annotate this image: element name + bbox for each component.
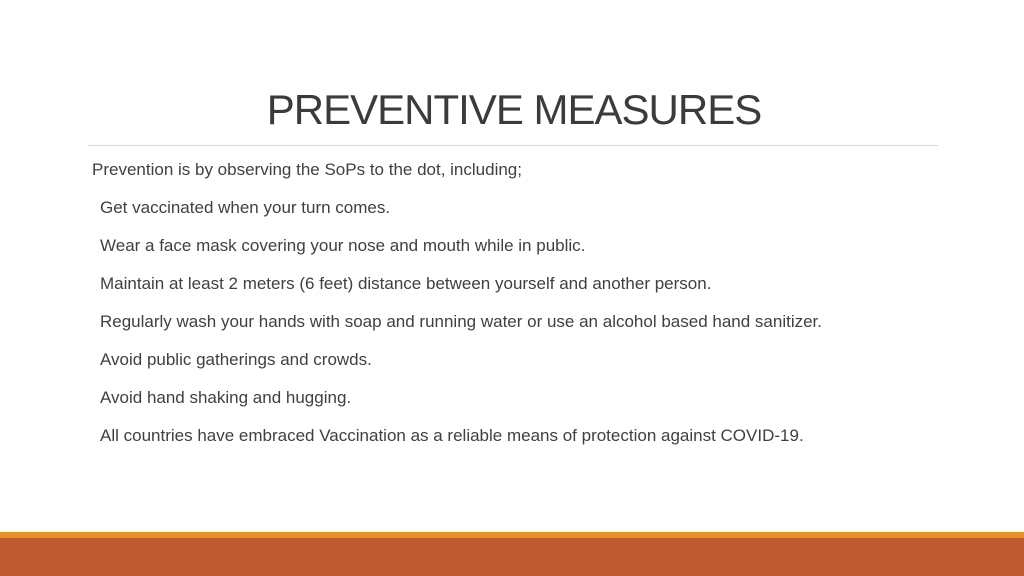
list-item: Maintain at least 2 meters (6 feet) distance between yourself and another person. — [100, 274, 712, 293]
list-item: Get vaccinated when your turn comes. — [100, 198, 391, 217]
list-item: All countries have embraced Vaccination as a reliable means of protection against COVID-19. — [100, 426, 804, 445]
slide-title: PREVENTIVE MEASURES — [266, 86, 762, 133]
list-item: Regularly wash your hands with soap and running water or use an alcohol based hand sanitizer. — [100, 312, 823, 331]
list-item: Avoid public gatherings and crowds. — [100, 350, 372, 369]
intro-text: Prevention is by observing the SoPs to the dot, including; — [92, 160, 522, 179]
measures-list — [100, 196, 822, 462]
title-divider — [88, 145, 938, 146]
list-item: Wear a face mask covering your nose and mouth while in public. — [100, 236, 586, 255]
footer-band — [0, 538, 1024, 576]
list-item: Avoid hand shaking and hugging. — [100, 388, 352, 407]
